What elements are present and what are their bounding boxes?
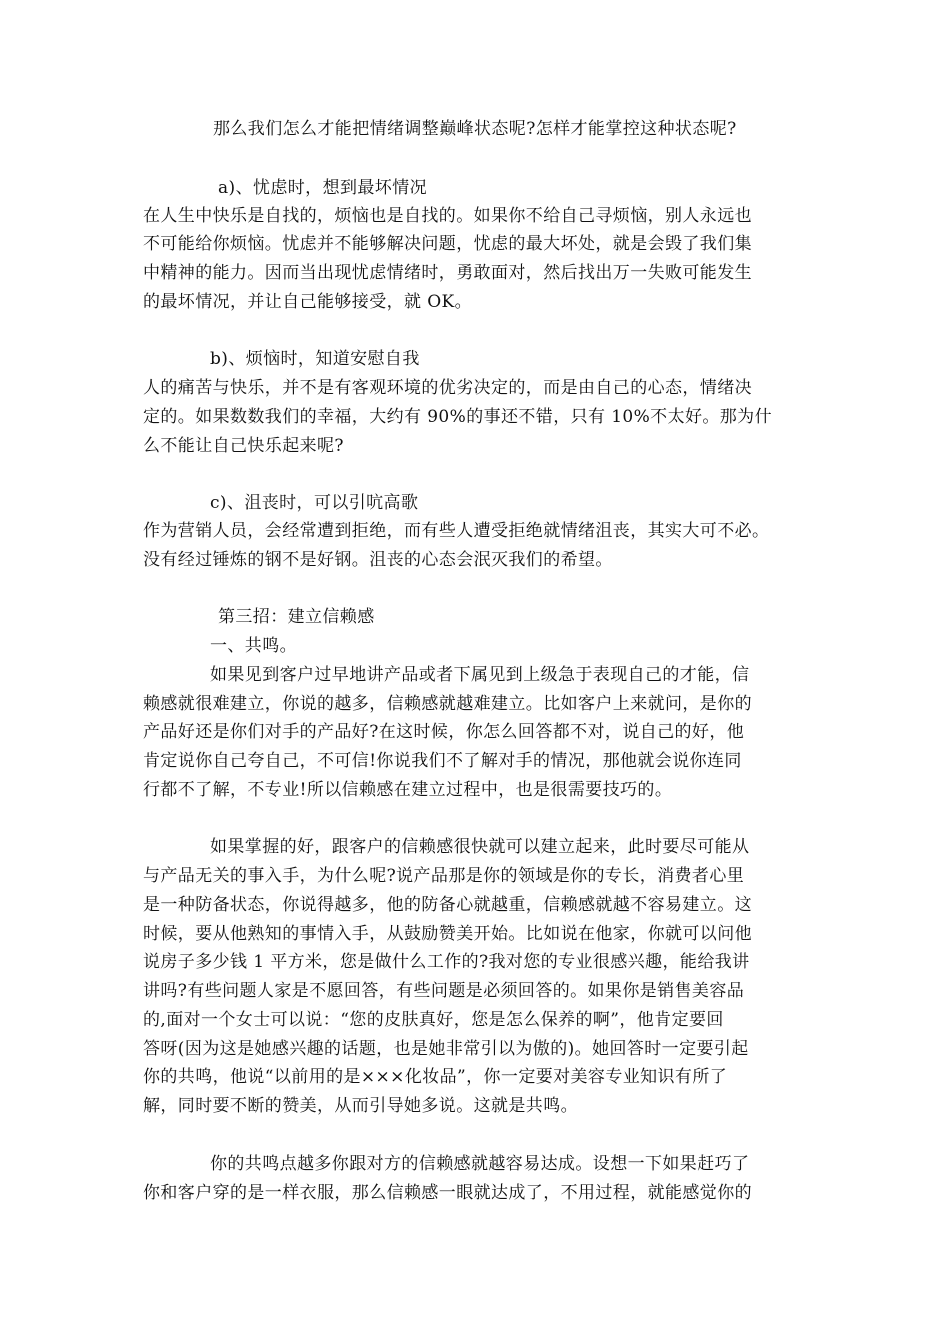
paragraph-b-line: 么不能让自己快乐起来呢? [143,436,344,456]
intro-question: 那么我们怎么才能把情绪调整巅峰状态呢?怎样才能掌控这种状态呢? [213,119,737,139]
paragraph-b-line: 定的。如果数数我们的幸福，大约有 90%的事还不错，只有 10%不太好。那为什 [143,407,772,427]
heading-b: b)、烦恼时，知道安慰自我 [210,349,420,369]
paragraph-2-line: 与产品无关的事入手，为什么呢?说产品那是你的领域是你的专长，消费者心里 [143,866,745,886]
paragraph-a-line: 不可能给你烦恼。忧虑并不能够解决问题，忧虑的最大坏处，就是会毁了我们集 [143,234,752,254]
paragraph-2-line: 答呀(因为这是她感兴趣的话题，也是她非常引以为傲的)。她回答时一定要引起 [143,1039,749,1059]
paragraph-2-line: 时候，要从他熟知的事情入手，从鼓励赞美开始。比如说在他家，你就可以问他 [143,924,752,944]
paragraph-2-line: 的,面对一个女士可以说：“您的皮肤真好，您是怎么保养的啊”，他肯定要回 [143,1010,724,1030]
paragraph-1-line: 赖感就很难建立，你说的越多，信赖感就越难建立。比如客户上来就问，是你的 [143,694,752,714]
paragraph-c-line: 没有经过锤炼的钢不是好钢。沮丧的心态会泯灭我们的希望。 [143,550,613,570]
heading-a: a)、忧虑时，想到最坏情况 [218,178,427,198]
paragraph-a-line: 在人生中快乐是自找的，烦恼也是自找的。如果你不给自己寻烦恼，别人永远也 [143,206,752,226]
paragraph-a-line: 的最坏情况，并让自己能够接受，就 OK。 [143,292,473,312]
paragraph-1-line: 产品好还是你们对手的产品好?在这时候，你怎么回答都不对，说自己的好，他 [143,722,745,742]
paragraph-2-line: 你的共鸣，他说“以前用的是×××化妆品”，你一定要对美容专业知识有所了 [143,1067,728,1087]
paragraph-2-line: 是一种防备状态，你说得越多，他的防备心就越重，信赖感就越不容易建立。这 [143,895,752,915]
paragraph-1-line: 如果见到客户过早地讲产品或者下属见到上级急于表现自己的才能，信 [210,665,750,685]
paragraph-a-line: 中精神的能力。因而当出现忧虑情绪时，勇敢面对，然后找出万一失败可能发生 [143,263,752,283]
paragraph-2-line: 解，同时要不断的赞美，从而引导她多说。这就是共鸣。 [143,1096,578,1116]
paragraph-b-line: 人的痛苦与快乐，并不是有客观环境的优劣决定的，而是由自己的心态，情绪决 [143,378,752,398]
heading-c: c)、沮丧时，可以引吭高歌 [210,493,419,513]
sub-title: 一、共鸣。 [210,636,297,656]
paragraph-2-line: 讲吗?有些问题人家是不愿回答，有些问题是必须回答的。如果你是销售美容品 [143,981,745,1001]
paragraph-3-line: 你和客户穿的是一样衣服，那么信赖感一眼就达成了，不用过程，就能感觉你的 [143,1183,752,1203]
section-title: 第三招：建立信赖感 [218,607,375,627]
paragraph-c-line: 作为营销人员，会经常遭到拒绝，而有些人遭受拒绝就情绪沮丧，其实大可不必。 [143,521,770,541]
paragraph-3-line: 你的共鸣点越多你跟对方的信赖感就越容易达成。设想一下如果赶巧了 [210,1154,750,1174]
paragraph-1-line: 行都不了解，不专业!所以信赖感在建立过程中，也是很需要技巧的。 [143,780,673,800]
paragraph-2-line: 说房子多少钱 1 平方米，您是做什么工作的?我对您的专业很感兴趣，能给我讲 [143,952,750,972]
paragraph-1-line: 肯定说你自己夸自己，不可信!你说我们不了解对手的情况，那他就会说你连同 [143,751,742,771]
paragraph-2-line: 如果掌握的好，跟客户的信赖感很快就可以建立起来，此时要尽可能从 [210,837,750,857]
